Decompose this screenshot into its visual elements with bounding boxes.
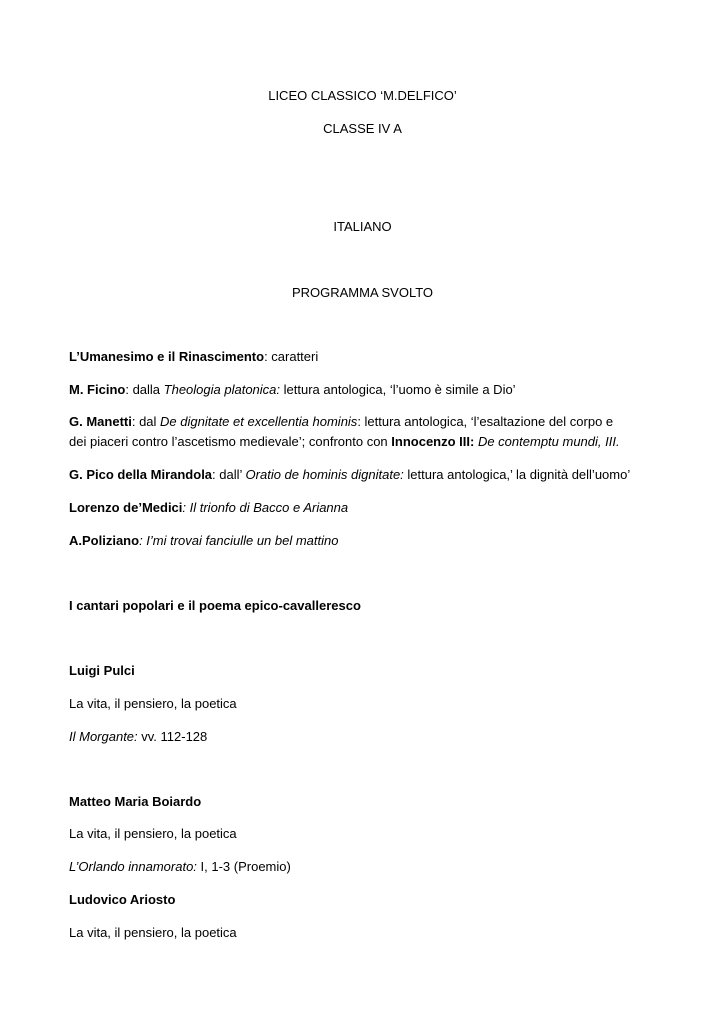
text: : dal	[131, 414, 161, 429]
program-title: PROGRAMMA SVOLTO	[291, 285, 434, 300]
subject-title: ITALIANO	[333, 219, 392, 234]
author-name: Luigi Pulci	[69, 663, 135, 678]
ficino-line	[69, 381, 516, 399]
class-name: CLASSE IV A	[323, 121, 402, 136]
text: dei piaceri contro l’ascetismo medievale’; confronto con	[69, 434, 392, 449]
text: : dalla	[125, 382, 164, 397]
pico-line	[69, 466, 630, 484]
school-name: LICEO CLASSICO ‘M.DELFICO’	[268, 88, 457, 103]
work-title: Oratio de hominis dignitate:	[245, 467, 404, 482]
heading-bold: L’Umanesimo e il Rinascimento	[69, 349, 265, 364]
author-name: Innocenzo III:	[391, 434, 475, 449]
boiardo-work	[69, 858, 291, 876]
heading-bold: I cantari popolari e il poema epico-cavalleresco	[69, 598, 361, 613]
text: : lettura antologica, ‘l’esaltazione del corpo e	[357, 414, 614, 429]
section-cantari-heading	[69, 597, 361, 615]
work-title: : Il trionfo di Bacco e Arianna	[182, 500, 349, 515]
boiardo-life: La vita, il pensiero, la poetica	[69, 826, 237, 841]
text: vv. 112-128	[137, 729, 208, 744]
boiardo-name	[69, 793, 201, 811]
manetti-line-2	[69, 433, 620, 451]
text: lettura antologica, ‘l’uomo è simile a Dio’	[280, 382, 516, 397]
section-umanesimo-heading	[69, 348, 318, 366]
pulci-life: La vita, il pensiero, la poetica	[69, 696, 237, 711]
author-name: Matteo Maria Boiardo	[69, 794, 202, 809]
work-title: L’Orlando innamorato:	[69, 859, 197, 874]
pulci-name	[69, 662, 135, 680]
work-title: De dignitate et excellentia hominis	[160, 414, 358, 429]
poliziano-line	[69, 532, 339, 550]
author-name: A.Poliziano	[69, 533, 140, 548]
author-name: G. Pico della Mirandola	[69, 467, 213, 482]
author-name: Ludovico Ariosto	[69, 892, 176, 907]
pulci-work	[69, 728, 207, 746]
heading-rest: : caratteri	[264, 349, 319, 364]
author-name: G. Manetti	[69, 414, 132, 429]
work-title: De contemptu mundi, III.	[474, 434, 620, 449]
text: : dall’	[212, 467, 246, 482]
work-title: : I’mi trovai fanciulle un bel mattino	[139, 533, 339, 548]
ariosto-life: La vita, il pensiero, la poetica	[69, 925, 237, 940]
text: I, 1-3 (Proemio)	[196, 859, 291, 874]
manetti-line-1	[69, 413, 613, 431]
lorenzo-line	[69, 499, 348, 517]
work-title: Theologia platonica:	[163, 382, 281, 397]
work-title: Il Morgante:	[69, 729, 138, 744]
ariosto-name	[69, 891, 175, 909]
author-name: Lorenzo de’Medici	[69, 500, 183, 515]
author-name: M. Ficino	[69, 382, 126, 397]
text: lettura antologica,’ la dignità dell’uomo’	[403, 467, 631, 482]
